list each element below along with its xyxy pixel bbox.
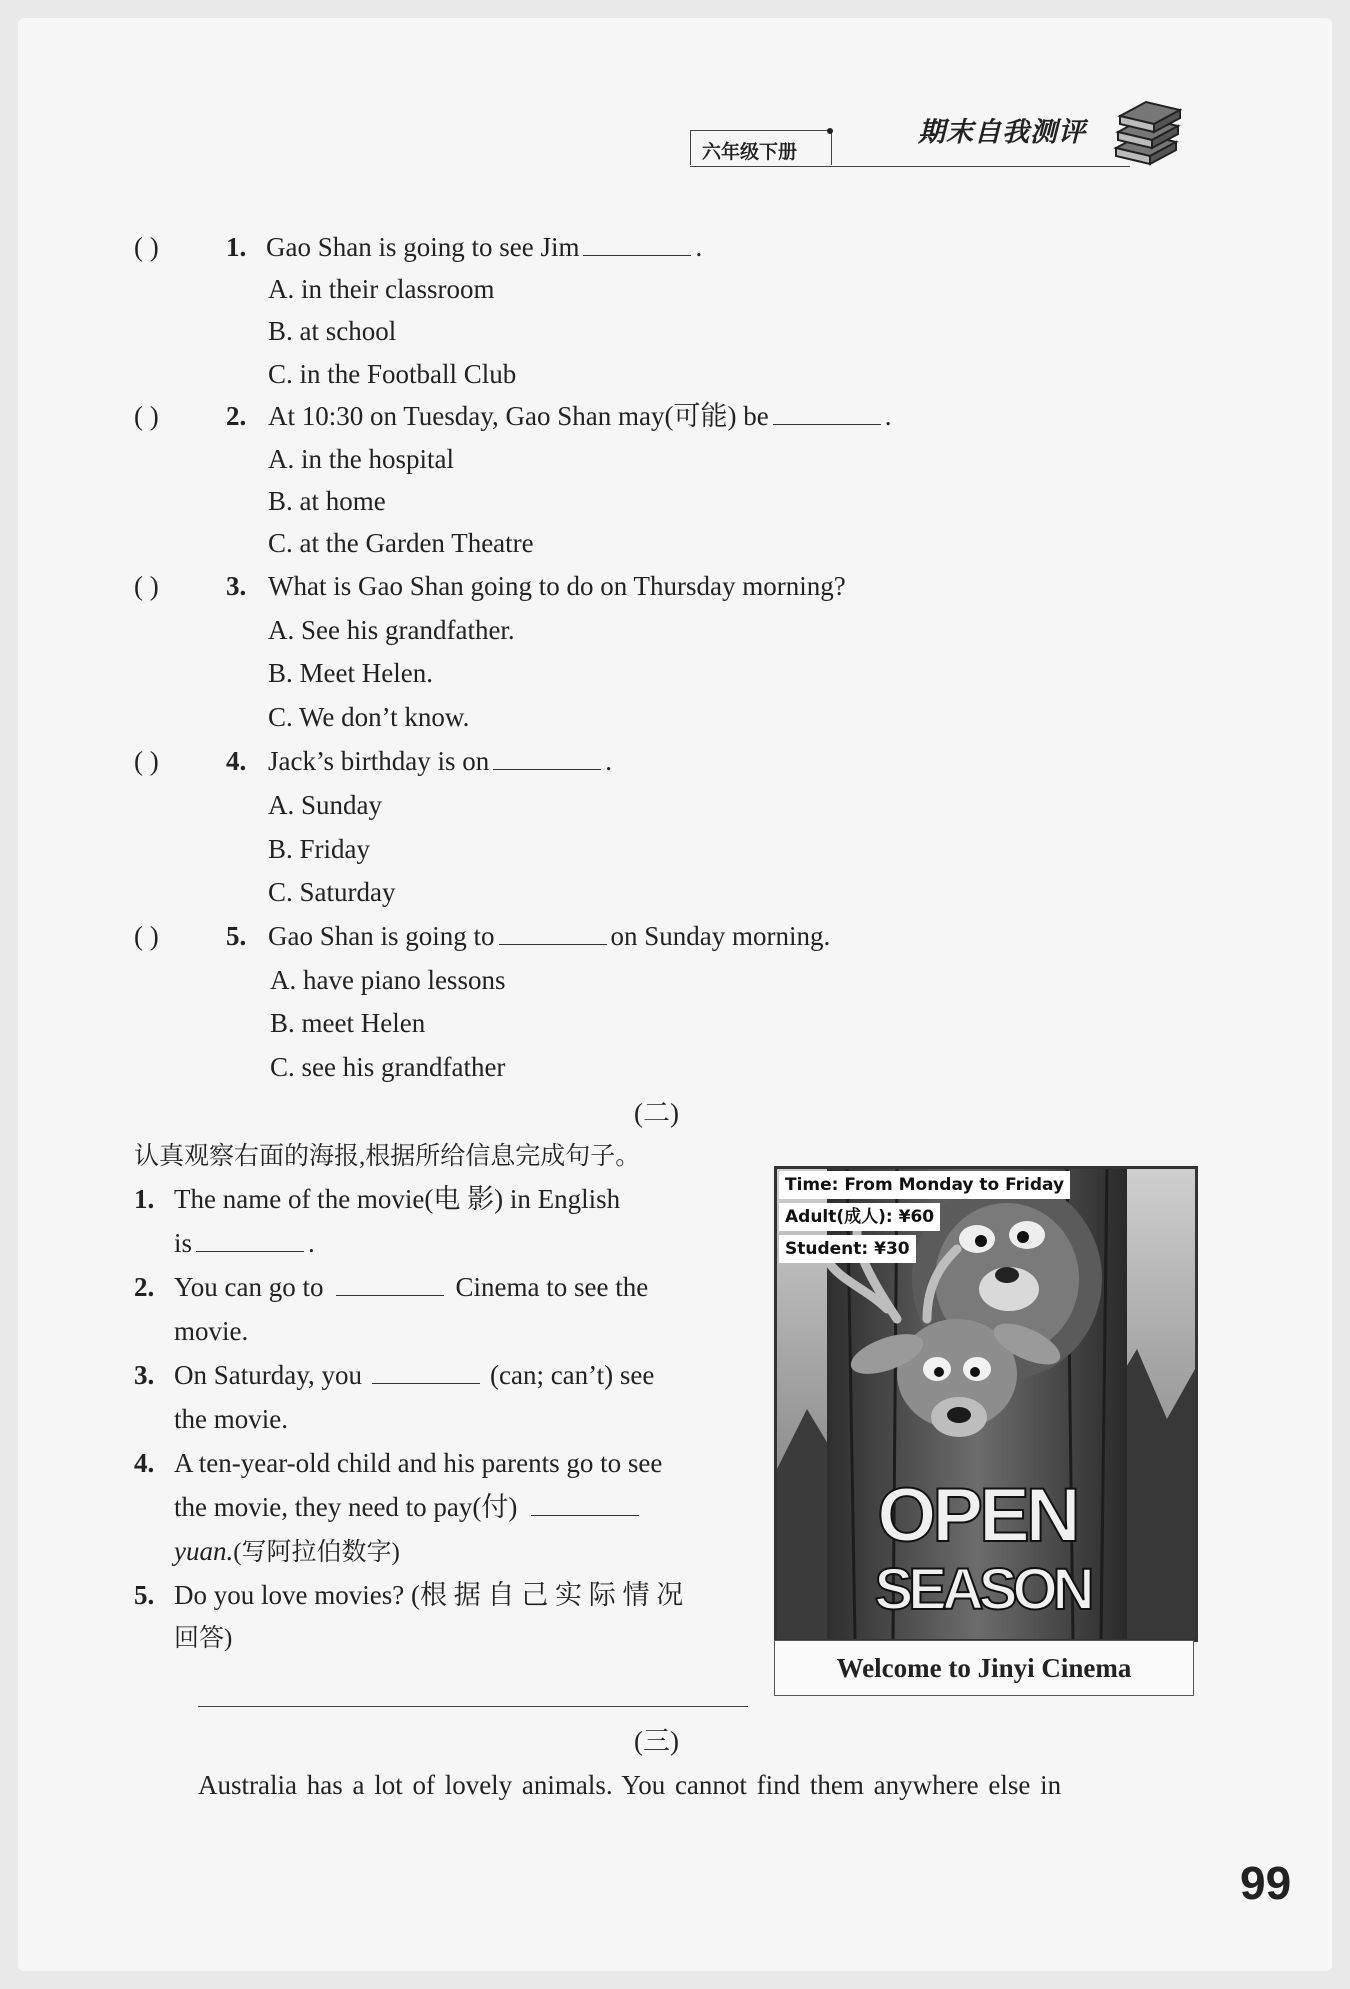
item-number: 2. [134,1272,155,1302]
fill-blank[interactable] [336,1273,444,1296]
section-heading: (三) [634,1726,679,1756]
poster-adult-price: Adult(成人): ¥60 [779,1203,940,1231]
option-c: C. see his grandfather [270,1052,506,1082]
answer-bracket[interactable]: ( ) [134,921,159,951]
poster-student-price: Student: ¥30 [779,1235,916,1263]
item-text: The name of the movie(电 影) in English [174,1184,621,1214]
fill-blank[interactable] [499,922,607,945]
question-number: 3. [226,571,247,601]
poster-caption: Welcome to Jinyi Cinema [836,1653,1132,1683]
fill-blank[interactable] [583,233,691,256]
question-number: 4. [226,746,247,776]
answer-bracket[interactable]: ( ) [134,571,159,601]
option-b: B. meet Helen [270,1008,426,1038]
question-stem: Gao Shan is going to on Sunday morning. [268,921,831,951]
item-number: 4. [134,1448,155,1478]
books-icon [1110,98,1182,170]
question-stem: Jack’s birthday is on . [268,746,612,776]
poster-caption-box [774,1640,1194,1696]
answer-bracket[interactable]: ( ) [134,232,159,262]
item-number: 5. [134,1580,155,1610]
item-text: the movie. [174,1404,288,1434]
option-b: B. Friday [268,834,371,864]
passage-text: Australia has a lot of lovely animals. You cannot find them anywhere else in [198,1770,1062,1800]
fill-blank[interactable] [372,1361,480,1384]
fill-blank[interactable] [196,1229,304,1252]
header-rule [690,166,1130,167]
item-number: 1. [134,1184,155,1214]
item-text: is . [174,1228,315,1258]
movie-poster [774,1166,1198,1642]
page-number: 99 [1240,1857,1292,1909]
poster-logo-open: OPEN [877,1473,1077,1558]
answer-bracket[interactable]: ( ) [134,401,159,431]
option-b: B. Meet Helen. [268,658,433,688]
grade-label: 六年级下册 [702,142,798,163]
question-stem: Gao Shan is going to see Jim . [266,232,703,262]
option-b: B. at home [268,486,386,516]
question-number: 5. [226,921,247,951]
item-text: movie. [174,1316,249,1346]
option-c: C. in the Football Club [268,359,517,389]
option-c: C. We don’t know. [268,702,470,732]
option-c: C. at the Garden Theatre [268,528,534,558]
option-a: A. See his grandfather. [268,615,515,645]
header-dot [827,128,833,134]
item-text: On Saturday, you (can; can’t) see [174,1360,655,1390]
option-a: A. have piano lessons [270,965,506,995]
option-a: A. in the hospital [268,444,454,474]
option-a: A. in their classroom [268,274,495,304]
option-a: A. Sunday [268,790,382,820]
item-text: You can go to Cinema to see the [174,1272,649,1302]
poster-time: Time: From Monday to Friday [779,1171,1070,1199]
option-b: B. at school [268,316,397,346]
header-title: 期末自我测评 [918,117,1086,147]
question-number: 1. [226,232,247,262]
item-text: Do you love movies? (根 据 自 己 实 际 情 况 [174,1580,684,1610]
poster-logo-season: SEASON [874,1557,1090,1622]
item-text: A ten-year-old child and his parents go to see [174,1448,663,1478]
question-number: 2. [226,401,247,431]
workbook-page [18,18,1332,1971]
option-c: C. Saturday [268,877,396,907]
question-stem: What is Gao Shan going to do on Thursday morning? [268,571,846,601]
item-text: the movie, they need to pay(付) [174,1490,643,1524]
section-heading: (二) [634,1098,679,1128]
fill-blank[interactable] [493,747,601,770]
answer-line[interactable] [198,1706,748,1707]
item-number: 3. [134,1360,155,1390]
fill-blank[interactable] [773,402,881,425]
item-text: yuan.(写阿拉伯数字) [174,1536,400,1566]
answer-bracket[interactable]: ( ) [134,746,159,776]
item-text: 回答) [174,1625,233,1652]
section-instruction: 认真观察右面的海报,根据所给信息完成句子。 [134,1143,641,1170]
question-stem: At 10:30 on Tuesday, Gao Shan may(可能) be . [268,401,892,431]
fill-blank[interactable] [531,1493,639,1516]
